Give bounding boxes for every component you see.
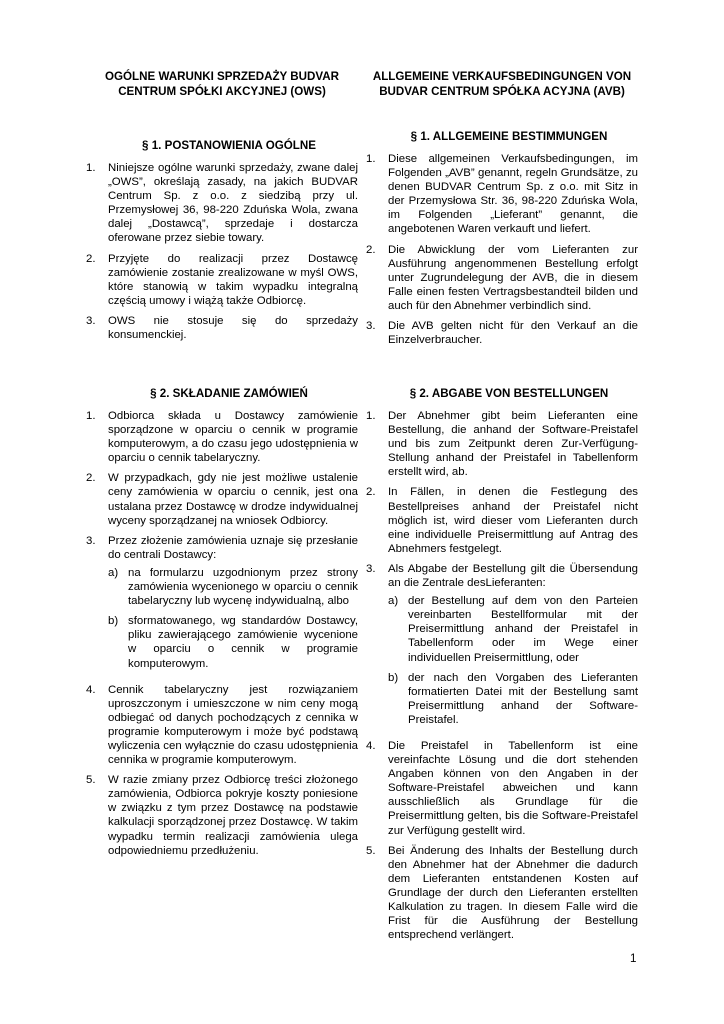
list-item xyxy=(86,161,358,246)
sub-item-letter: a) xyxy=(108,566,119,579)
item-text: Die AVB gelten nicht für den Verkauf an die Einzelverbraucher. xyxy=(388,320,638,347)
item-number: 2. xyxy=(86,472,96,485)
item-text: W razie zmiany przez Odbiorcę treści złożonego zamówienia, Odbiorca pokryje koszty poniesione w związku z tym przez Dostawcę na podstawie kalkulacji sporządzonej przez Dostawcę. W takim wypadku termin realizacji zamówienia ulega odpowiedniemu przedłużeniu. xyxy=(108,774,358,857)
item-text: W przypadkach, gdy nie jest możliwe ustalenie ceny zamówienia w oparciu o cennik, jest ona ustalana przez Dostawcę w drodze indywidualnej wyceny sporządzanej na wniosek Odbiorcy. xyxy=(108,472,358,527)
item-text: OWS nie stosuje się do sprzedaży konsumenckiej. xyxy=(108,314,358,342)
item-number: 2. xyxy=(366,243,376,256)
list-item xyxy=(366,152,638,237)
item-number: 3. xyxy=(86,314,96,327)
german-title: ALLGEMEINE VERKAUFSBEDINGUNGEN VON BUDVAR CENTRUM SPÓŁKA ACYJNA (AVB) xyxy=(372,70,632,98)
german-section-2-heading: § 2. ABGABE VON BESTELLUNGEN xyxy=(409,387,609,400)
list-item xyxy=(86,252,358,308)
sub-item xyxy=(388,594,638,664)
polish-title: OGÓLNE WARUNKI SPRZEDAŻY BUDVAR CENTRUM SPÓŁKI AKCYJNEJ (OWS) xyxy=(104,70,340,98)
sub-item-letter: b) xyxy=(388,671,399,684)
polish-section-2 xyxy=(86,387,358,864)
sub-item-text: na formularzu uzgodnionym przez strony zamówienia wycenionego w oparciu o cennik tabelaryczny lub wycenę indywidualną, albo xyxy=(128,566,358,608)
item-number: 3. xyxy=(366,320,376,333)
item-body xyxy=(388,562,638,733)
page-number: 1 xyxy=(630,952,637,965)
list-item xyxy=(366,485,638,555)
sub-item xyxy=(108,566,358,608)
list-item xyxy=(86,534,358,677)
polish-section-1-heading: § 1. POSTANOWIENIA OGÓLNE xyxy=(142,139,316,152)
list-item xyxy=(366,409,638,479)
item-body xyxy=(108,534,358,677)
item-text: Die Abwicklung der vom Lieferanten zur Ausführung angenommenen Bestellung erfolgt unter Zugrundelegung der AVB, die in diesem Falle einen festen Vertragsbestandteil bilden und auch für den Abnehmer verbindlich sind. xyxy=(388,243,638,312)
german-section-2 xyxy=(366,387,638,948)
item-number: 5. xyxy=(86,774,96,787)
polish-section-2-heading: § 2. SKŁADANIE ZAMÓWIEŃ xyxy=(150,387,308,400)
list-item xyxy=(86,683,358,768)
polish-section-1 xyxy=(86,139,358,348)
item-number: 1. xyxy=(366,410,376,422)
item-text: In Fällen, in denen die Festlegung des Bestellpreises anhand der Preistafel nicht möglich ist, wird dieser vom Lieferanten durch eine individuelle Preisermittlung auf Antrag des Abnehmers festgelegt. xyxy=(388,486,638,555)
item-text: Niniejsze ogólne warunki sprzedaży, zwane dalej „OWS”, określają zasady, na jakich BUDVAR Centrum Sp. z o.o. z siedzibą przy ul. Przemysłowej 36, 98-220 Zduńska Wola, zwana dalej „Dostawcą”, sprzedaje i dostarcza oferowane przez siebie towary. xyxy=(108,162,358,245)
item-text: Der Abnehmer gibt beim Lieferanten eine Bestellung, die anhand der Software-Preistafel und bis zum Zeitpunkt deren Zur-Verfügung-Stellung anhand der Preistafel in Tabellenform erstellt wird, ab. xyxy=(388,410,638,479)
item-number: 2. xyxy=(86,252,96,265)
item-text: Cennik tabelaryczny jest rozwiązaniem uproszczonym i umieszczone w nim ceny mogą odbiegać od danych pochodzących z cennika w programie komputerowym i może być podstawą wyliczenia cen wyłącznie do czasu udostępnienia cennika w programie komputerowym. xyxy=(108,683,358,767)
item-number: 2. xyxy=(366,486,376,499)
item-text: Bei Änderung des Inhalts der Bestellung durch den Abnehmer hat der Abnehmer die dadurch dem Lieferanten entstandenen Kosten auf Grundlage der durch den Lieferanten erstellten Kalkulation zu tragen. In diesem Falle wird die Frist für die Ausführung der Bestellung entsprechend verlängert. xyxy=(388,844,638,942)
list-item xyxy=(366,319,638,347)
sub-item-text: der Bestellung auf dem von den Parteien vereinbarten Bestellformular mit der Preisermittlung anhand der Preistafel in Tabellenform oder im Wege einer individuellen Preisermittlung, oder xyxy=(408,595,638,664)
item-number: 1. xyxy=(86,410,96,422)
item-number: 3. xyxy=(366,562,376,575)
list-item xyxy=(86,471,358,527)
sub-item-text: der nach den Vorgaben des Lieferanten formatierten Datei mit der Bestellung samt Preisermittlung anhand der Software-Preistafel. xyxy=(408,671,638,726)
list-item xyxy=(366,243,638,313)
list-item xyxy=(366,844,638,943)
item-number: 3. xyxy=(86,534,96,547)
item-number: 1. xyxy=(86,162,96,174)
item-text: Die Preistafel in Tabellenform ist eine vereinfachte Lösung und die dort stehenden Angaben können von den Angaben in der Software-Preistafel abweichen und kann ausschließlich als Grundlage für die Preisermittlung gelten, bis die Software-Preistafel zur Verfügung gestellt wird. xyxy=(388,739,638,837)
item-text: Diese allgemeinen Verkaufsbedingungen, im Folgenden „AVB” genannt, regeln Grundsätze, zu denen BUDVAR Centrum Sp. z o.o. mit Sitz in der Przemysłowa Str. 36, 98-220 Zduńska Wola, im Folgenden „Lieferant” genannt, die angebotenen Waren verkauft und liefert. xyxy=(388,153,638,236)
list-item xyxy=(86,773,358,858)
sub-item-text: sformatowanego, wg standardów Dostawcy, pliku zawierającego zamówienie wycenione w oparciu o cennik w programie komputerowym. xyxy=(128,615,358,670)
list-item xyxy=(86,314,358,342)
list-item xyxy=(366,739,638,838)
german-section-1 xyxy=(366,130,638,353)
list-item xyxy=(86,409,358,465)
item-text: Odbiorca składa u Dostawcy zamówienie sporządzone w oparciu o cennik w programie komputerowym, a do czasu jego udostępnienia w oparciu o cennik tabelaryczny. xyxy=(108,410,358,465)
item-number: 5. xyxy=(366,844,376,857)
item-text: Przez złożenie zamówienia uznaje się przesłanie do centrali Dostawcy: xyxy=(108,534,358,561)
german-section-1-heading: § 1. ALLGEMEINE BESTIMMUNGEN xyxy=(410,130,608,143)
sub-item-letter: b) xyxy=(108,615,119,628)
sub-item-letter: a) xyxy=(388,595,399,608)
sub-item xyxy=(108,614,358,670)
item-number: 4. xyxy=(86,683,96,696)
item-number: 4. xyxy=(366,739,376,752)
item-text: Als Abgabe der Bestellung gilt die Übersendung an die Zentrale desLieferanten: xyxy=(388,562,638,590)
item-number: 1. xyxy=(366,153,376,165)
sub-item xyxy=(388,671,638,727)
list-item xyxy=(366,562,638,733)
item-text: Przyjęte do realizacji przez Dostawcę zamówienie zostanie zrealizowane w myśl OWS, które stanowią w takim wypadku integralną częścią umowy i wiążą także Odbiorcę. xyxy=(108,252,358,307)
